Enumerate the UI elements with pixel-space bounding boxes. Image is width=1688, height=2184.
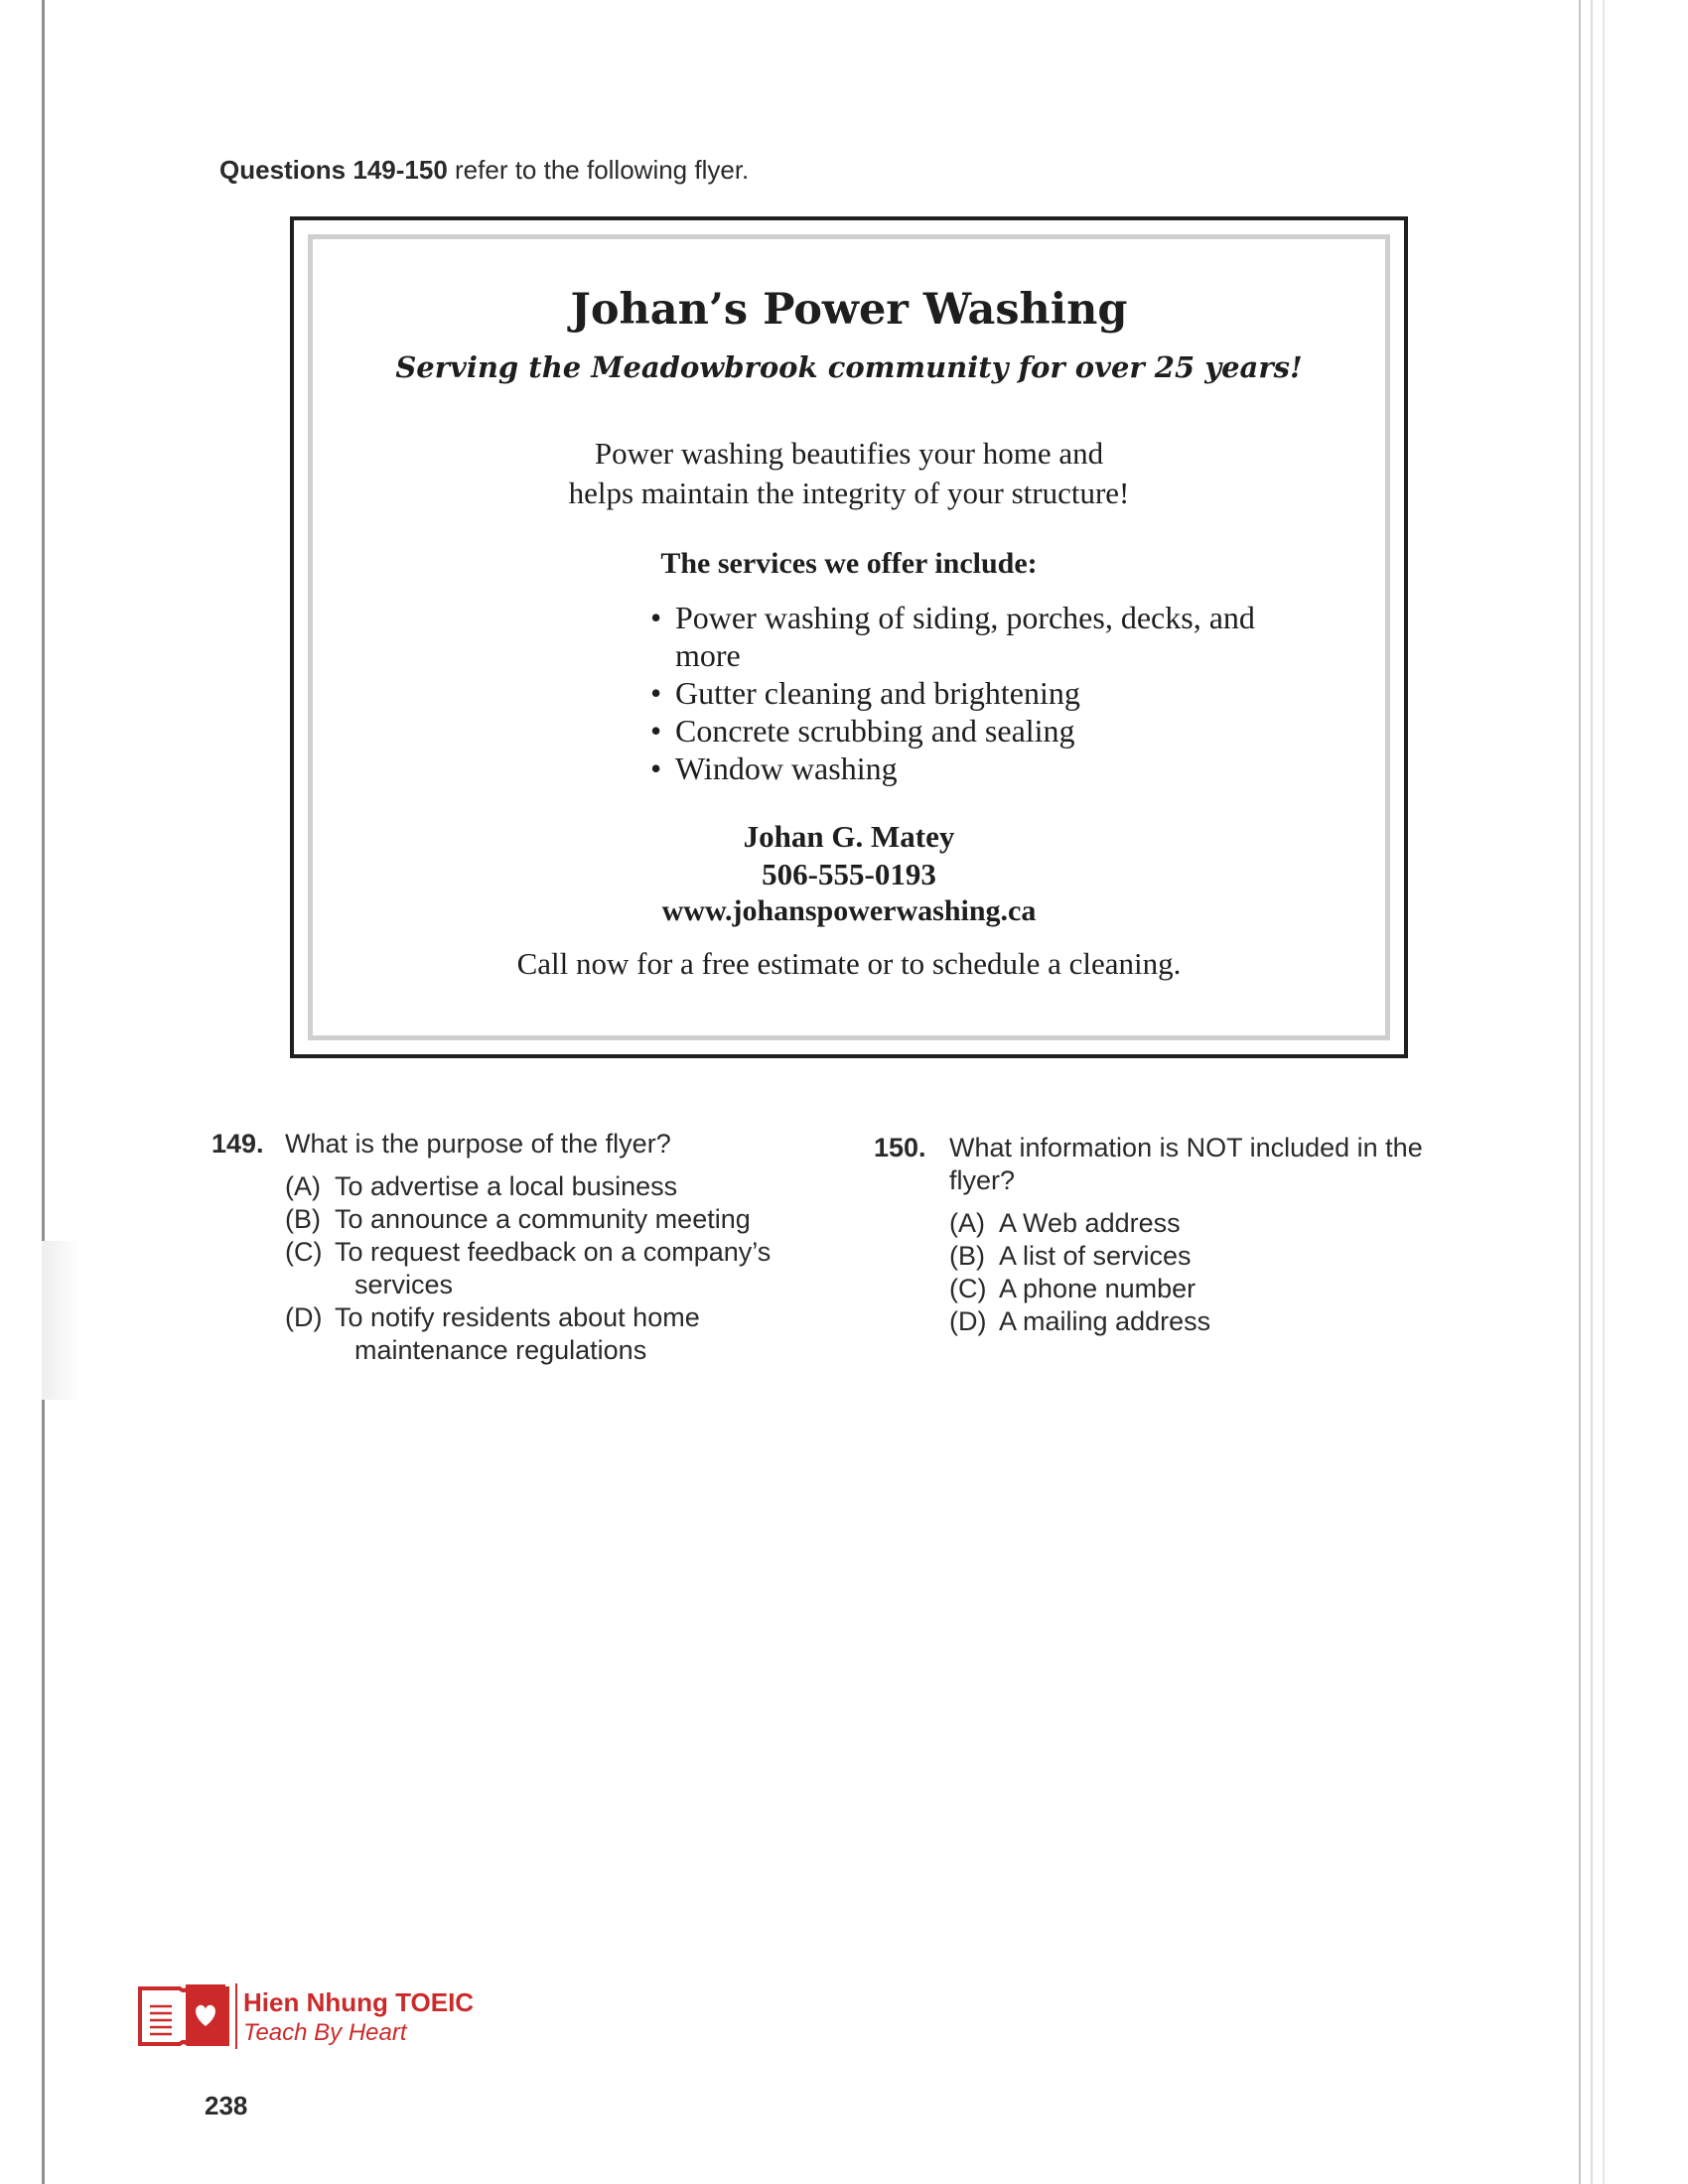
page-number: 238 <box>205 2091 248 2120</box>
answer-option-a <box>949 1207 1489 1240</box>
flyer-inner-frame <box>308 234 1390 1040</box>
option-text-continued: maintenance regulations <box>354 1335 647 1365</box>
option-letter: (B) <box>949 1241 985 1271</box>
question-150 <box>874 1132 1489 1338</box>
service-text: Window washing <box>675 751 898 786</box>
option-text: A list of services <box>999 1241 1192 1271</box>
brand-name: Hien Nhung TOEIC <box>243 1987 475 2017</box>
bullet-icon: • <box>650 600 662 635</box>
book-heart-icon <box>136 1980 231 2050</box>
flyer <box>290 216 1408 1058</box>
call-to-action: Call now for a free estimate or to schedule a cleaning. <box>516 946 1182 981</box>
bullet-icon: • <box>650 713 662 749</box>
answer-option-d <box>285 1301 827 1367</box>
option-letter: (A) <box>285 1171 321 1201</box>
answer-options <box>949 1207 1489 1338</box>
bullet-icon: • <box>650 675 662 711</box>
flyer-title: Johan’s Power Washing <box>570 285 1128 335</box>
option-text: A mailing address <box>999 1306 1211 1336</box>
option-text-continued: services <box>354 1270 454 1299</box>
option-letter: (D) <box>949 1306 987 1336</box>
contact-website: www.johanspowerwashing.ca <box>661 894 1037 927</box>
services-heading: The services we offer include: <box>660 547 1038 580</box>
answer-option-b <box>949 1240 1489 1273</box>
service-item <box>650 599 1266 674</box>
service-text: Concrete scrubbing and sealing <box>675 713 1075 749</box>
brand-divider <box>235 1983 237 2049</box>
question-stem: What information is NOT included in the flyer? <box>949 1133 1423 1195</box>
service-text: Gutter cleaning and brightening <box>675 675 1080 711</box>
option-text: To request feedback on a company’s <box>335 1237 772 1267</box>
service-text: Power washing of siding, porches, decks, and more <box>675 600 1255 673</box>
option-letter: (A) <box>949 1208 985 1238</box>
service-item <box>650 750 1266 787</box>
flyer-lead <box>313 434 1385 513</box>
option-letter: (D) <box>285 1302 323 1332</box>
flyer-lead-line-1: Power washing beautifies your home and <box>594 436 1104 471</box>
questions-range: Questions 149-150 <box>219 155 448 185</box>
question-stem: What is the purpose of the flyer? <box>285 1129 671 1159</box>
answer-option-c <box>949 1273 1489 1305</box>
option-text: To announce a community meeting <box>335 1204 751 1234</box>
page-edge-right-2 <box>1591 0 1593 2184</box>
option-letter: (C) <box>285 1237 323 1267</box>
flyer-lead-line-2: helps maintain the integrity of your structure! <box>568 476 1130 510</box>
contact-name: Johan G. Matey <box>743 819 955 854</box>
page-edge-right <box>1579 0 1581 2184</box>
service-item <box>650 712 1266 750</box>
answer-options <box>285 1170 827 1367</box>
question-149 <box>211 1128 827 1367</box>
option-text: A Web address <box>999 1208 1181 1238</box>
brand-tagline: Teach By Heart <box>243 2019 407 2046</box>
questions-intro <box>219 155 749 186</box>
flyer-tagline: Serving the Meadowbrook community for over 25 years! <box>395 350 1303 384</box>
answer-option-a <box>285 1170 827 1203</box>
option-text: A phone number <box>999 1274 1196 1303</box>
question-number: 149. <box>211 1129 264 1159</box>
bullet-icon: • <box>650 751 662 786</box>
page-edge-left <box>42 0 45 2184</box>
service-item <box>650 674 1266 712</box>
scan-shadow <box>42 1241 81 1400</box>
option-letter: (B) <box>285 1204 321 1234</box>
answer-option-d <box>949 1305 1489 1338</box>
question-number: 150. <box>874 1133 926 1162</box>
option-letter: (C) <box>949 1274 987 1303</box>
option-text: To advertise a local business <box>335 1171 678 1201</box>
answer-option-c <box>285 1236 827 1301</box>
page-edge-right-3 <box>1603 0 1605 2184</box>
option-text: To notify residents about home <box>335 1302 700 1332</box>
contact-phone: 506-555-0193 <box>762 857 936 891</box>
answer-option-b <box>285 1203 827 1236</box>
questions-intro-rest: refer to the following flyer. <box>455 155 750 185</box>
services-list <box>650 599 1266 787</box>
